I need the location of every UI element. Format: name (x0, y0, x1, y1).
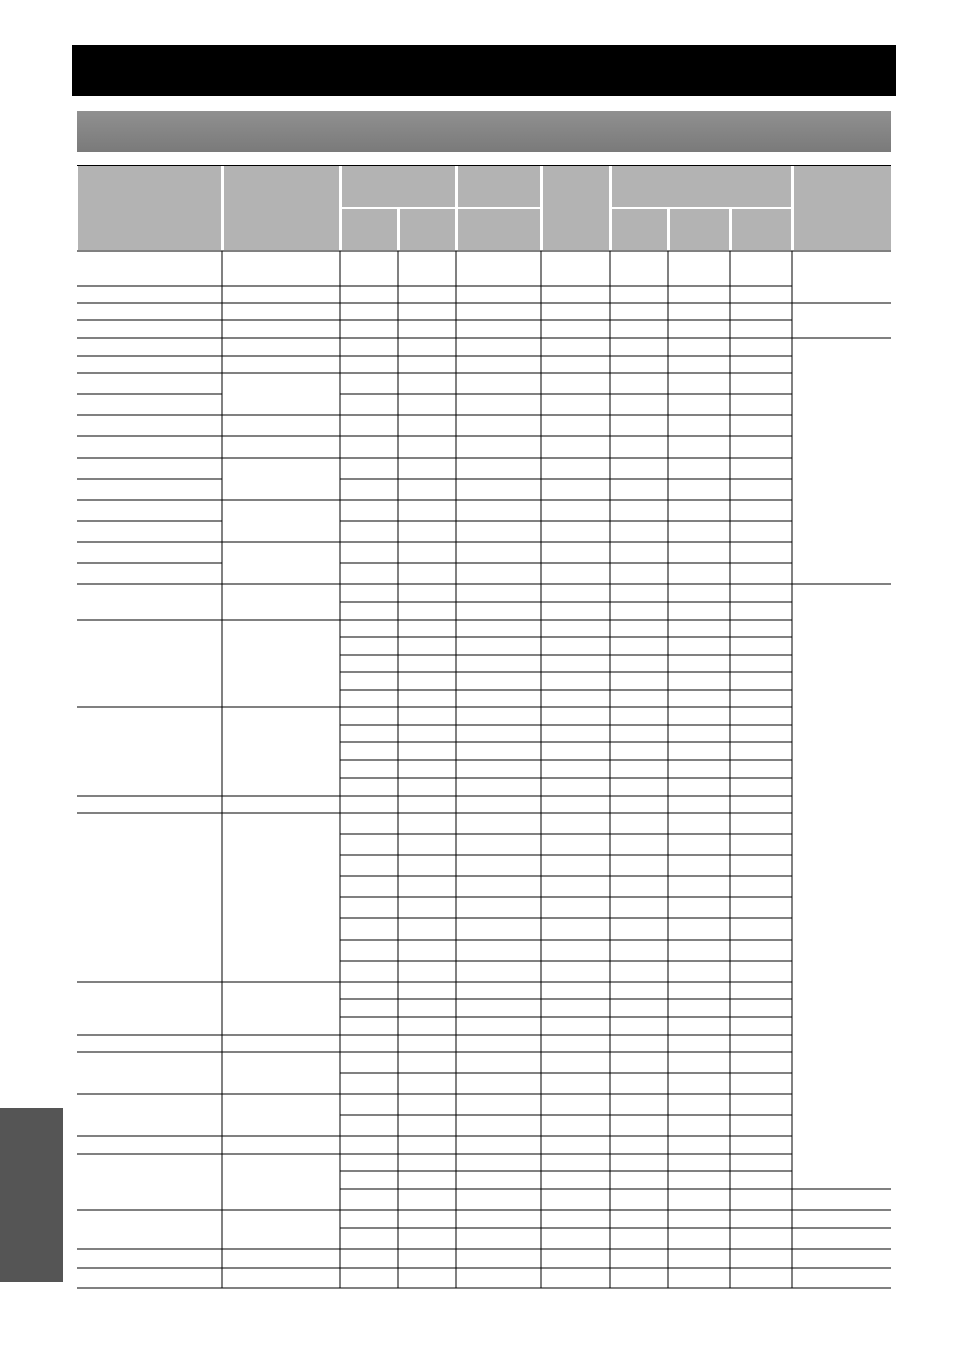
header-cell (342, 166, 455, 207)
header-subcell (458, 209, 540, 250)
header-subcell (400, 209, 455, 250)
header-cell (612, 166, 791, 207)
header-cell (224, 166, 339, 250)
header-subcell (670, 209, 729, 250)
header-cell (458, 166, 540, 207)
header-subcell (732, 209, 791, 250)
header-cell (543, 166, 609, 250)
header-cell (794, 166, 891, 250)
header-cell (78, 166, 221, 250)
header-subcell (342, 209, 397, 250)
header-subcell (612, 209, 667, 250)
